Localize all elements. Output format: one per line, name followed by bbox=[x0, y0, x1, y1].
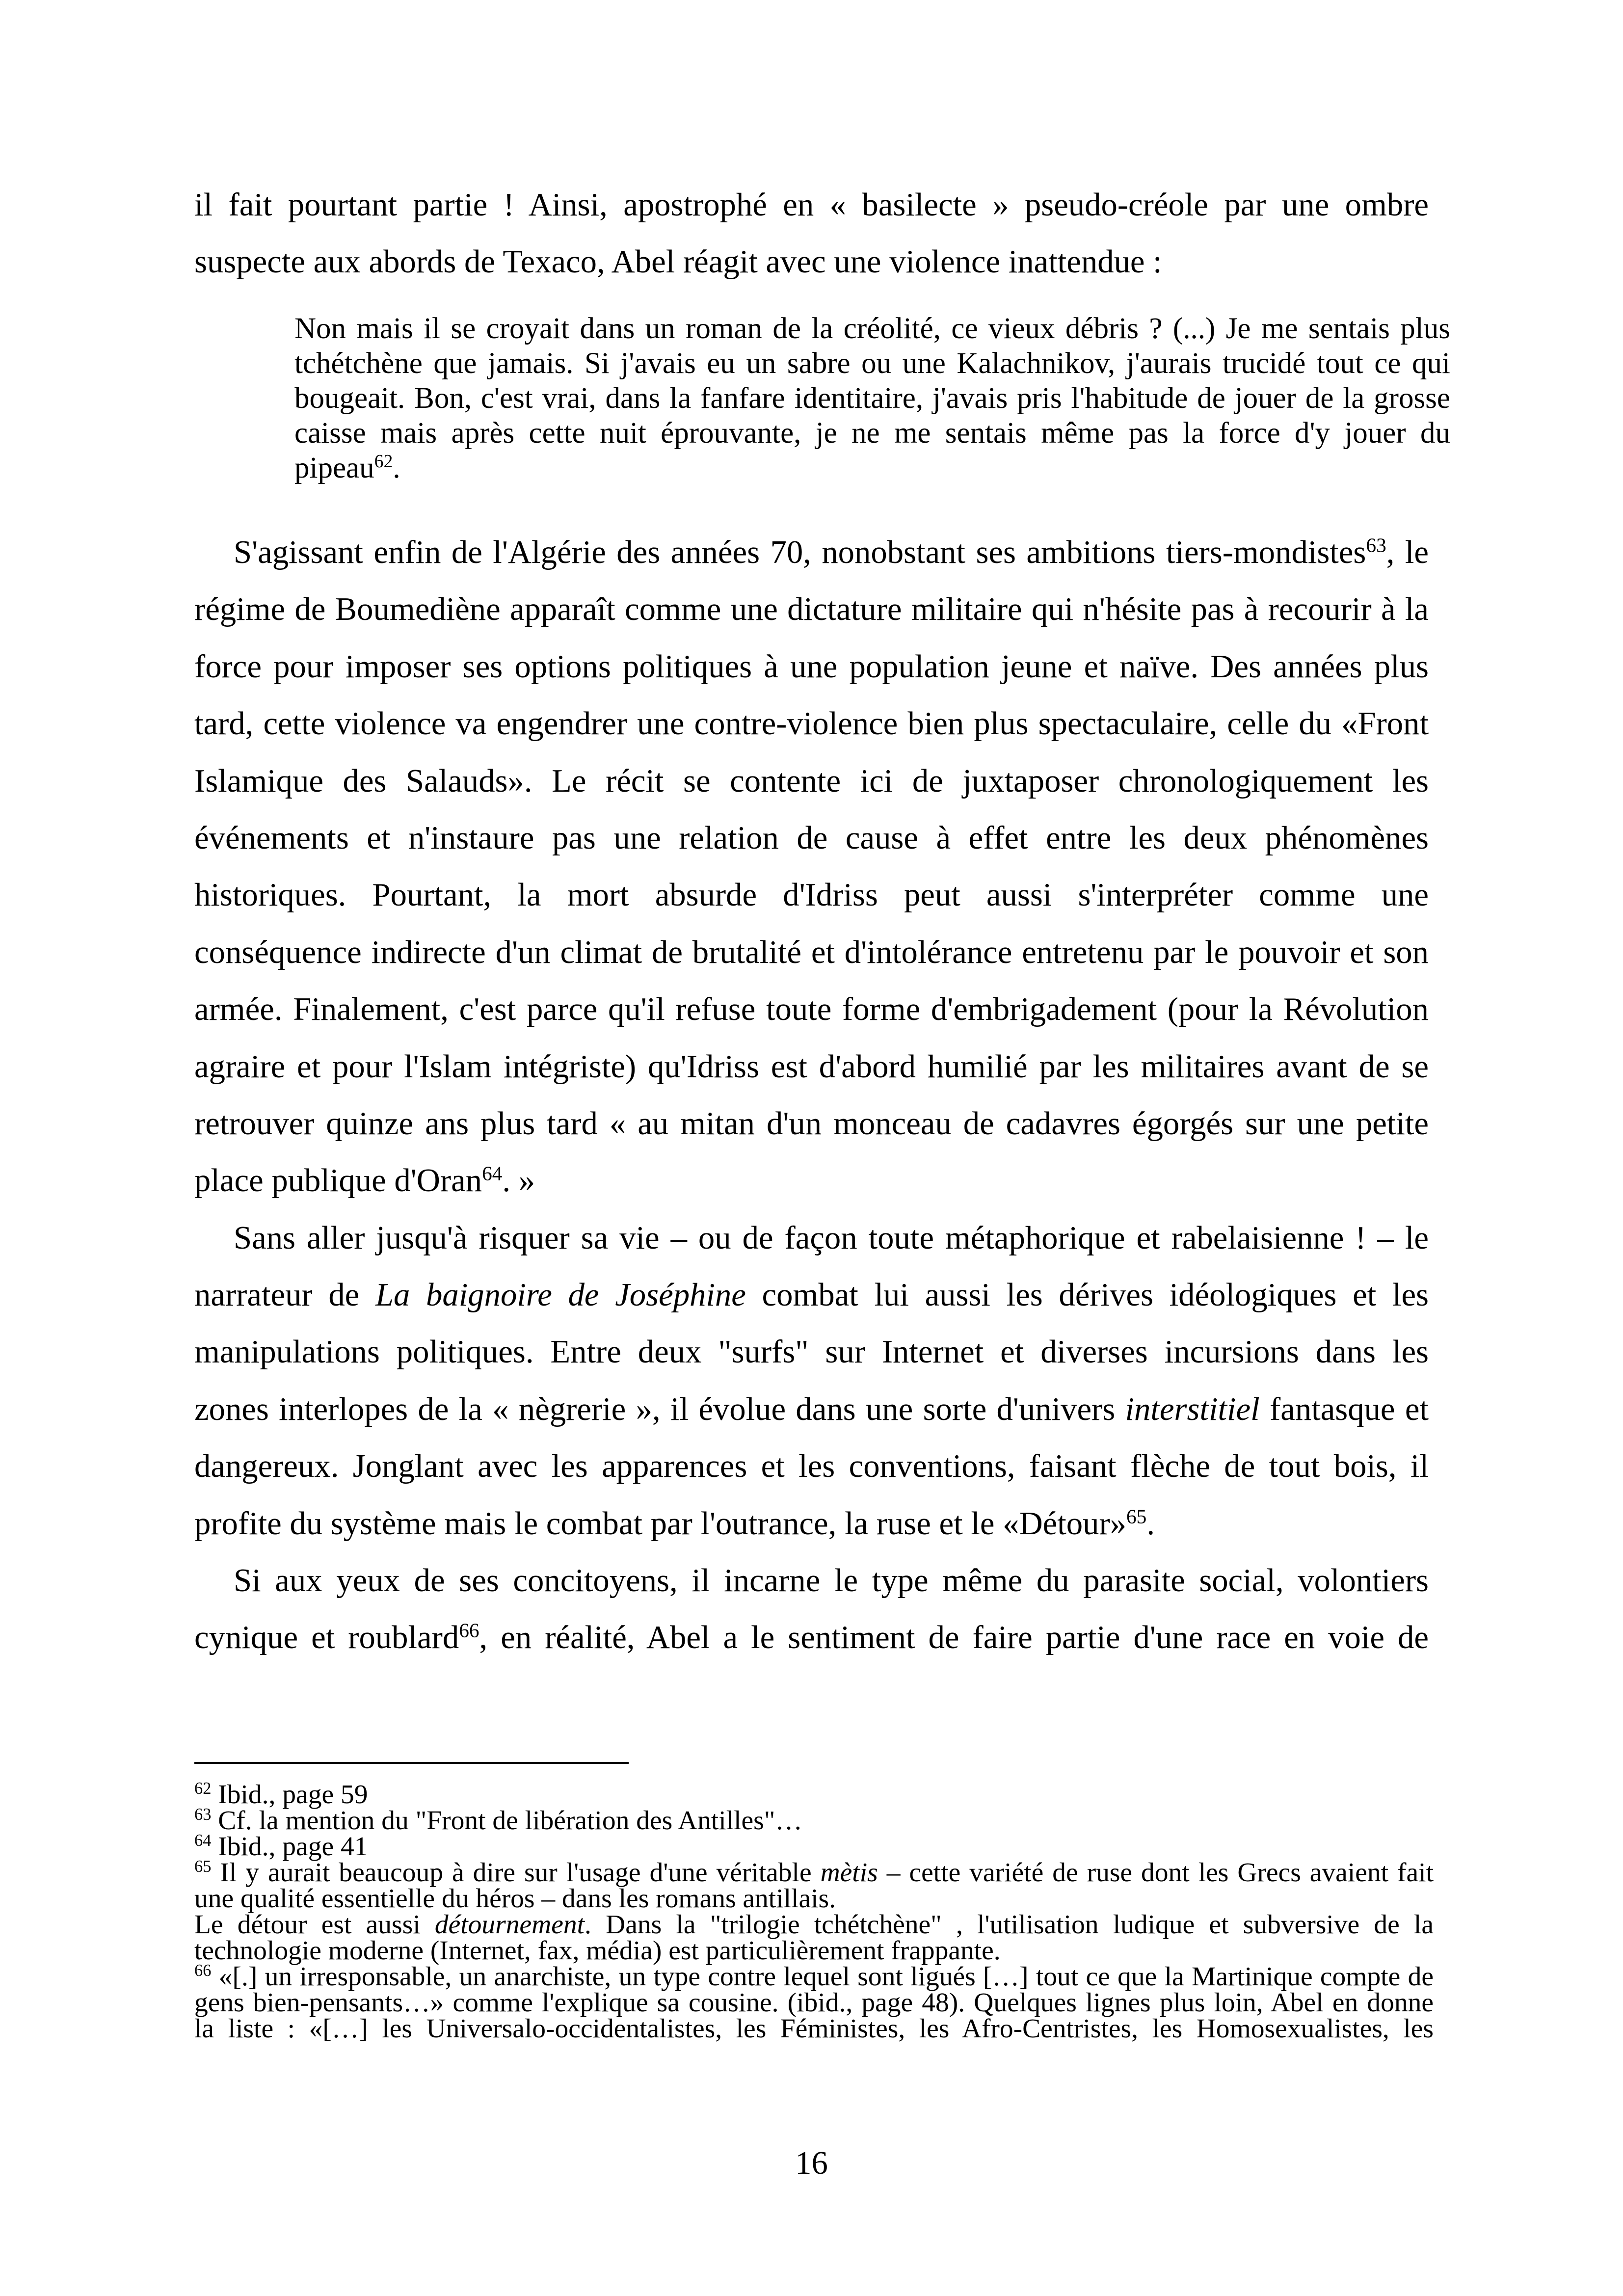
text-run: dangereux. Jonglant avec les apparences et les conventions, faisant flèche de tout bois, il bbox=[194, 1448, 1429, 1485]
text-run: cynique et roublard bbox=[194, 1620, 459, 1656]
text-run: caisse mais après cette nuit éprouvante, je ne me sentais même pas la force d'y jouer du bbox=[294, 417, 1450, 450]
text-line bbox=[194, 1886, 1434, 1912]
footnote-ref: 64 bbox=[482, 1162, 503, 1185]
footnote-ref: 65 bbox=[194, 1857, 212, 1876]
text-line bbox=[294, 346, 1450, 381]
text-run: régime de Boumediène apparaît comme une dictature militaire qui n'hésite pas à recourir à la bbox=[194, 591, 1429, 628]
footnote-separator bbox=[194, 1762, 629, 1764]
body-text-top bbox=[194, 177, 1429, 291]
page-number: 16 bbox=[795, 2145, 828, 2181]
text-line bbox=[194, 177, 1429, 234]
text-line bbox=[194, 810, 1429, 867]
text-run: S'agissant enfin de l'Algérie des années 70, nonobstant ses ambitions tiers-mondistes bbox=[234, 534, 1366, 570]
text-run: «[.] un irresponsable, un anarchiste, un type contre lequel sont ligués […] tout ce que la Martinique compte de bbox=[211, 1962, 1434, 1992]
text-line bbox=[194, 1779, 1434, 1810]
text-run: Non mais il se croyait dans un roman de la créolité, ce vieux débris ? (...) Je me sentais plus bbox=[294, 312, 1450, 345]
text-run: Le détour est aussi bbox=[194, 1910, 435, 1940]
text-line bbox=[194, 1152, 1429, 1209]
text-line bbox=[194, 1805, 1434, 1836]
text-line bbox=[194, 1381, 1429, 1438]
text-run: pipeau bbox=[294, 452, 374, 484]
text-run: Ibid., page 59 bbox=[211, 1780, 368, 1810]
text-line bbox=[194, 639, 1429, 695]
text-line bbox=[194, 1267, 1429, 1324]
text-run: place publique d'Oran bbox=[194, 1163, 482, 1199]
text-line bbox=[194, 1438, 1429, 1495]
text-run: . Dans la "trilogie tchétchène" , l'utilisation ludique et subversive de la bbox=[585, 1910, 1434, 1940]
text-line bbox=[194, 234, 1429, 291]
text-line bbox=[194, 1210, 1429, 1267]
text-line bbox=[194, 1912, 1434, 1938]
text-run: manipulations politiques. Entre deux "surfs" sur Internet et diverses incursions dans les bbox=[194, 1334, 1429, 1370]
text-run: zones interlopes de la « nègrerie », il évolue dans une sorte d'univers bbox=[194, 1391, 1125, 1427]
text-run: suspecte aux abords de Texaco, Abel réagit avec une violence inattendue : bbox=[194, 244, 1162, 280]
text-run: la liste : «[…] les Universalo-occidentalistes, les Féministes, les Afro-Centristes, les Homosexualistes, les bbox=[194, 2014, 1434, 2044]
text-line bbox=[194, 1095, 1429, 1152]
text-run: technologie moderne (Internet, fax, média) est particulièrement frappante. bbox=[194, 1936, 1001, 1966]
text-line bbox=[194, 1857, 1434, 1888]
italic-text: détournement bbox=[434, 1910, 585, 1940]
text-run: conséquence indirecte d'un climat de brutalité et d'intolérance entretenu par le pouvoir et son bbox=[194, 934, 1429, 970]
text-run: Il y aurait beaucoup à dire sur l'usage d'une véritable bbox=[211, 1858, 821, 1888]
text-run: tard, cette violence va engendrer une contre-violence bien plus spectaculaire, celle du «Front bbox=[194, 706, 1429, 742]
text-line bbox=[194, 1039, 1429, 1095]
text-line bbox=[194, 695, 1429, 752]
text-line bbox=[194, 1552, 1429, 1609]
text-run: retrouver quinze ans plus tard « au mitan d'un monceau de cadavres égorgés sur une petite bbox=[194, 1105, 1429, 1142]
text-line bbox=[194, 1961, 1434, 1992]
text-line bbox=[294, 451, 1450, 485]
text-line bbox=[194, 1495, 1429, 1552]
text-run: Sans aller jusqu'à risquer sa vie – ou de façon toute métaphorique et rabelaisienne ! – le bbox=[234, 1220, 1429, 1256]
text-run: gens bien-pensants…» comme l'explique sa cousine. (ibid., page 48). Quelques lignes plus loin, Abel en donne bbox=[194, 1988, 1434, 2018]
text-run: combat lui aussi les dérives idéologiques et les bbox=[745, 1277, 1429, 1313]
text-run: , le bbox=[1386, 534, 1429, 570]
text-run: il fait pourtant partie ! Ainsi, apostrophé en « basilecte » pseudo-créole par une ombre bbox=[194, 187, 1429, 223]
text-run: fantasque et bbox=[1259, 1391, 1429, 1427]
body-text-main bbox=[194, 524, 1429, 1667]
footnote-ref: 63 bbox=[194, 1805, 212, 1824]
text-line bbox=[194, 867, 1429, 924]
text-line bbox=[294, 381, 1450, 416]
text-run: , en réalité, Abel a le sentiment de faire partie d'une race en voie de bbox=[479, 1620, 1429, 1656]
text-line bbox=[194, 1990, 1434, 2016]
text-run: historiques. Pourtant, la mort absurde d'Idriss peut aussi s'interpréter comme une bbox=[194, 877, 1429, 913]
footnotes bbox=[194, 1779, 1434, 2044]
text-run: bougeait. Bon, c'est vrai, dans la fanfare identitaire, j'avais pris l'habitude de jouer de la grosse bbox=[294, 382, 1450, 415]
footnote-ref: 62 bbox=[374, 451, 393, 472]
text-run: . bbox=[1146, 1505, 1155, 1542]
text-run: Si aux yeux de ses concitoyens, il incarne le type même du parasite social, volontiers bbox=[234, 1563, 1429, 1599]
text-run: une qualité essentielle du héros – dans les romans antillais. bbox=[194, 1884, 836, 1914]
text-line bbox=[194, 1324, 1429, 1381]
text-run: tchétchène que jamais. Si j'avais eu un sabre ou une Kalachnikov, j'aurais trucidé tout ce qui bbox=[294, 347, 1450, 380]
text-line bbox=[194, 1831, 1434, 1862]
text-line bbox=[294, 416, 1450, 451]
text-run: . bbox=[393, 452, 400, 484]
text-line bbox=[194, 2016, 1434, 2042]
text-line bbox=[194, 981, 1429, 1038]
text-run: narrateur de bbox=[194, 1277, 375, 1313]
italic-text: interstitiel bbox=[1125, 1391, 1260, 1427]
text-line bbox=[194, 753, 1429, 810]
text-line bbox=[194, 1609, 1429, 1666]
text-line bbox=[294, 311, 1450, 346]
footnote-ref: 64 bbox=[194, 1831, 212, 1850]
text-run: agraire et pour l'Islam intégriste) qu'Idriss est d'abord humilié par les militaires avant de se bbox=[194, 1048, 1429, 1085]
text-line bbox=[194, 524, 1429, 581]
footnote-ref: 62 bbox=[194, 1779, 212, 1798]
text-line bbox=[194, 581, 1429, 638]
text-run: – cette variété de ruse dont les Grecs avaient fait bbox=[878, 1858, 1434, 1888]
italic-text: mètis bbox=[820, 1858, 878, 1888]
text-run: Cf. la mention du "Front de libération des Antilles"… bbox=[211, 1806, 802, 1836]
text-run: Islamique des Salauds». Le récit se contente ici de juxtaposer chronologiquement les bbox=[194, 763, 1429, 799]
text-run: armée. Finalement, c'est parce qu'il refuse toute forme d'embrigadement (pour la Révolution bbox=[194, 991, 1429, 1028]
footnote-ref: 66 bbox=[459, 1619, 479, 1642]
footnote-ref: 63 bbox=[1366, 534, 1386, 557]
text-run: . » bbox=[502, 1163, 535, 1199]
text-line bbox=[194, 924, 1429, 981]
text-line bbox=[194, 1938, 1434, 1964]
text-run: profite du système mais le combat par l'outrance, la ruse et le «Détour» bbox=[194, 1505, 1126, 1542]
block-quote bbox=[294, 311, 1450, 485]
text-run: événements et n'instaure pas une relation de cause à effet entre les deux phénomènes bbox=[194, 820, 1429, 856]
footnote-ref: 65 bbox=[1126, 1504, 1147, 1527]
footnote-ref: 66 bbox=[194, 1961, 212, 1980]
text-run: Ibid., page 41 bbox=[211, 1832, 368, 1862]
italic-text: La baignoire de Joséphine bbox=[375, 1277, 746, 1313]
text-run: force pour imposer ses options politiques à une population jeune et naïve. Des années plus bbox=[194, 648, 1429, 685]
